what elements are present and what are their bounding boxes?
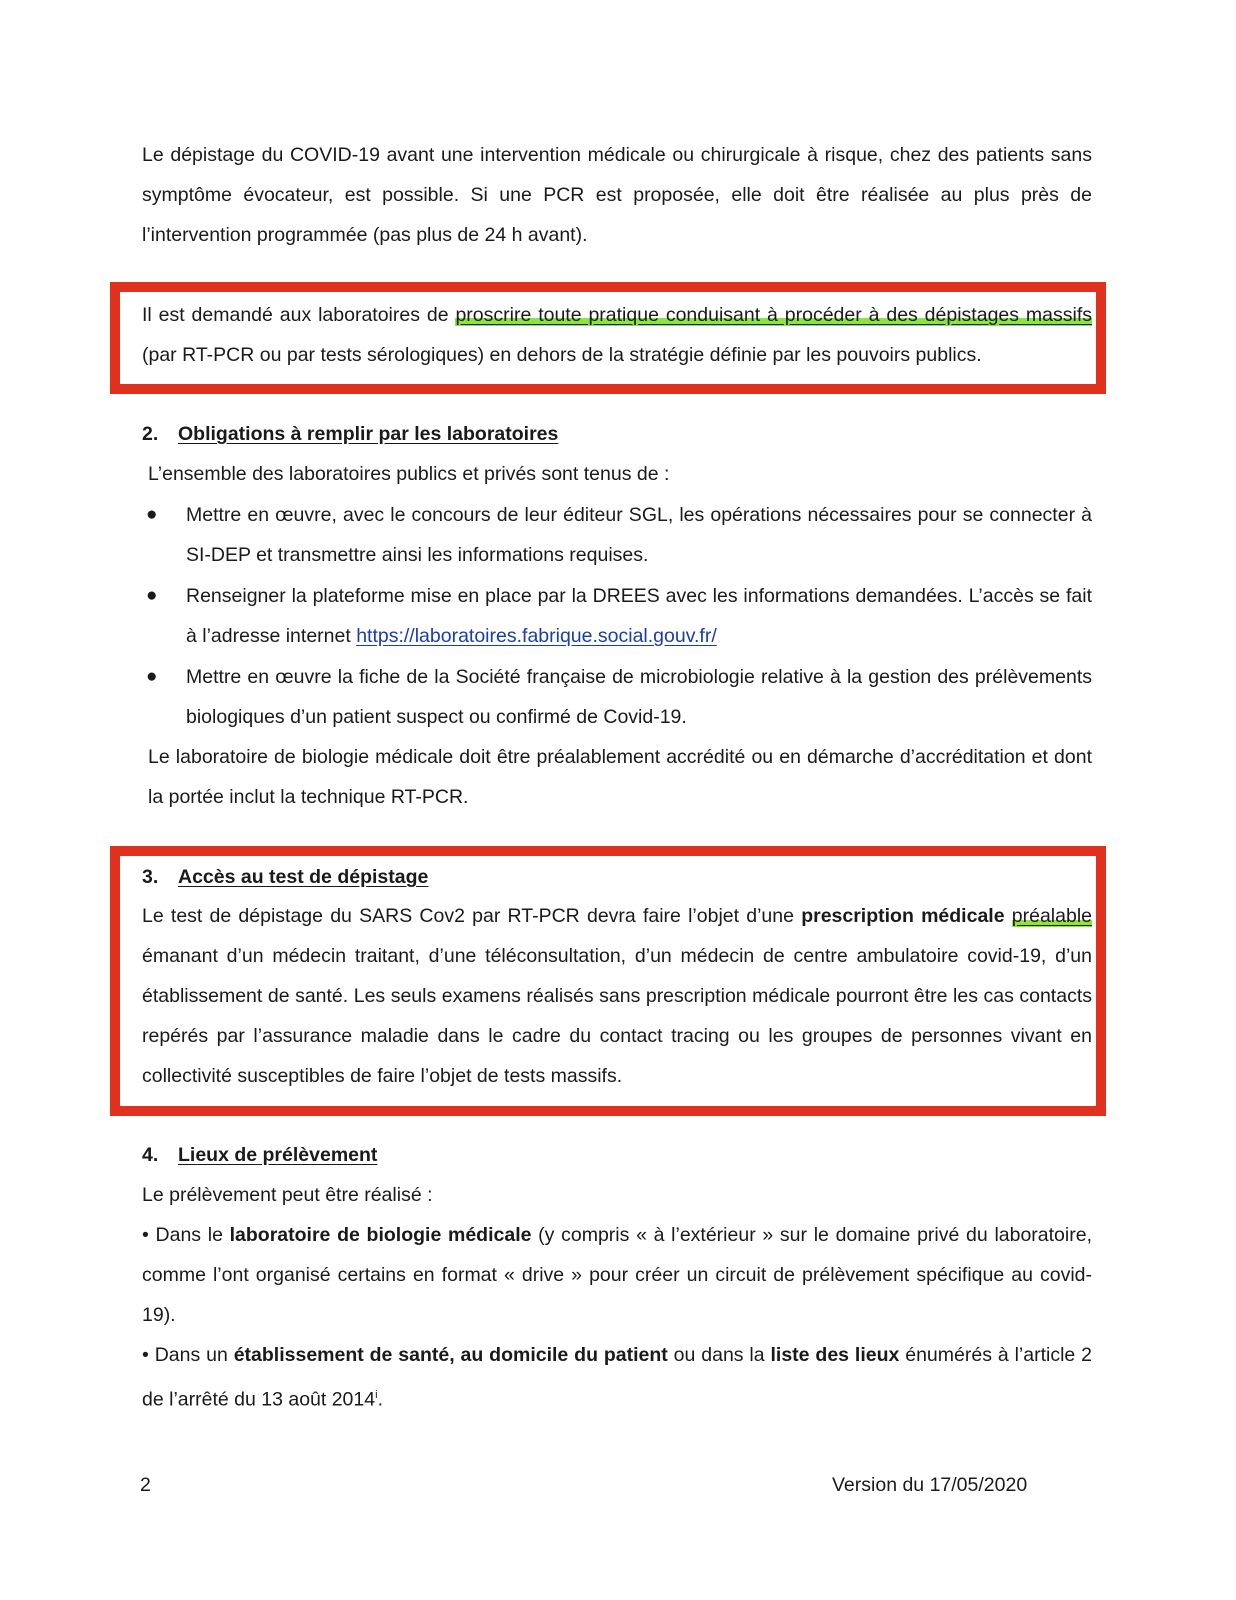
bullet-text: Mettre en œuvre, avec le concours de leur éditeur SGL, les opérations nécessaires pour se connecter à SI-DEP et transmettre ainsi les informations requises. — [186, 504, 1092, 566]
section-4-bullet-2 — [142, 1335, 1092, 1420]
prealable-highlight: préalable — [1011, 905, 1093, 927]
b2-end: . — [377, 1388, 383, 1411]
section-2-closing: Le laboratoire de biologie médicale doit être préalablement accrédité ou en démarche d’accréditation et dont la portée inclut la technique RT-PCR. — [148, 746, 1092, 808]
b2-post: énumérés à l’article 2 de l’arrêté du 13 août 2014 — [142, 1344, 1092, 1411]
page-number: 2 — [140, 1474, 151, 1496]
notice-paragraph — [142, 295, 1092, 375]
bullet-icon: ● — [146, 585, 158, 606]
section-4-heading — [142, 1135, 1092, 1175]
b1-post: (y compris « à l’extérieur » sur le domaine privé du laboratoire, comme l’ont organisé certains en format « drive » pour créer un circuit de prélèvement spécifique au covid-19). — [142, 1224, 1092, 1326]
drees-platform-link[interactable]: https://laboratoires.fabrique.social.gouv.fr/ — [356, 625, 717, 647]
section-3-text-2: émanant d’un médecin traitant, d’une téléconsultation, d’un médecin de centre ambulatoire covid-19, d’un établissement de santé. Les seuls examens réalisés sans prescription médicale pourront être les cas contacts repérés par l’assurance maladie dans le cadre du contact tracing ou les groupes de personnes vivant en collectivité susceptibles de faire l’objet de tests massifs. — [142, 945, 1092, 1087]
notice-highlight: proscrire toute pratique conduisant à procéder à des dépistages massifs — [455, 304, 1092, 326]
section-4-bullet-1 — [142, 1215, 1092, 1335]
bullet-text: Mettre en œuvre la fiche de la Société française de microbiologie relative à la gestion des prélèvements biologiques d’un patient suspect ou confirmé de Covid-19. — [186, 666, 1092, 728]
section-4-intro: Le prélèvement peut être réalisé : — [142, 1184, 433, 1206]
section-4-number: 4. — [142, 1144, 159, 1166]
notice-text-before: Il est demandé aux laboratoires de — [142, 304, 456, 326]
b2-bold-1: établissement de santé, au domicile du patient — [233, 1344, 668, 1366]
bullet-text — [186, 576, 1092, 656]
section-4-title: Lieux de prélèvement — [178, 1144, 378, 1166]
section-3-heading — [142, 857, 1092, 897]
section-2-heading — [142, 414, 1092, 454]
section-3-paragraph — [142, 896, 1092, 1096]
bullet-icon: ● — [146, 666, 158, 687]
notice-text-after: (par RT-PCR ou par tests sérologiques) en dehors de la stratégie définie par les pouvoirs publics. — [142, 344, 982, 366]
version-date: Version du 17/05/2020 — [832, 1474, 1028, 1496]
footnote-mark[interactable]: i — [375, 1389, 378, 1401]
b2-pre: • Dans un — [142, 1344, 234, 1366]
section-3-text-1: Le test de dépistage du SARS Cov2 par RT-PCR devra faire l’objet d’une — [142, 905, 802, 927]
prescription-bold: prescription médicale — [801, 905, 1005, 927]
section-2-title: Obligations à remplir par les laboratoires — [178, 423, 559, 445]
b1-pre: • Dans le — [142, 1224, 230, 1246]
section-2-intro: L’ensemble des laboratoires publics et privés sont tenus de : — [148, 463, 670, 485]
b1-bold: laboratoire de biologie médicale — [229, 1224, 532, 1246]
section-2-number: 2. — [142, 423, 159, 445]
b2-mid: ou dans la — [667, 1344, 771, 1366]
intro-paragraph: Le dépistage du COVID-19 avant une intervention médicale ou chirurgicale à risque, chez des patients sans symptôme évocateur, est possible. Si une PCR est proposée, elle doit être réalisée au plus près de l’intervention programmée (pas plus de 24 h avant). — [142, 144, 1092, 246]
bullet-icon: ● — [146, 504, 158, 525]
section-3-title: Accès au test de dépistage — [178, 866, 429, 888]
section-3-number: 3. — [142, 866, 159, 888]
b2-bold-2: liste des lieux — [770, 1344, 900, 1366]
bullet-text-part: Renseigner la plateforme mise en place par la DREES avec les informations demandées. L’accès se fait à l’adresse internet — [186, 585, 1092, 647]
